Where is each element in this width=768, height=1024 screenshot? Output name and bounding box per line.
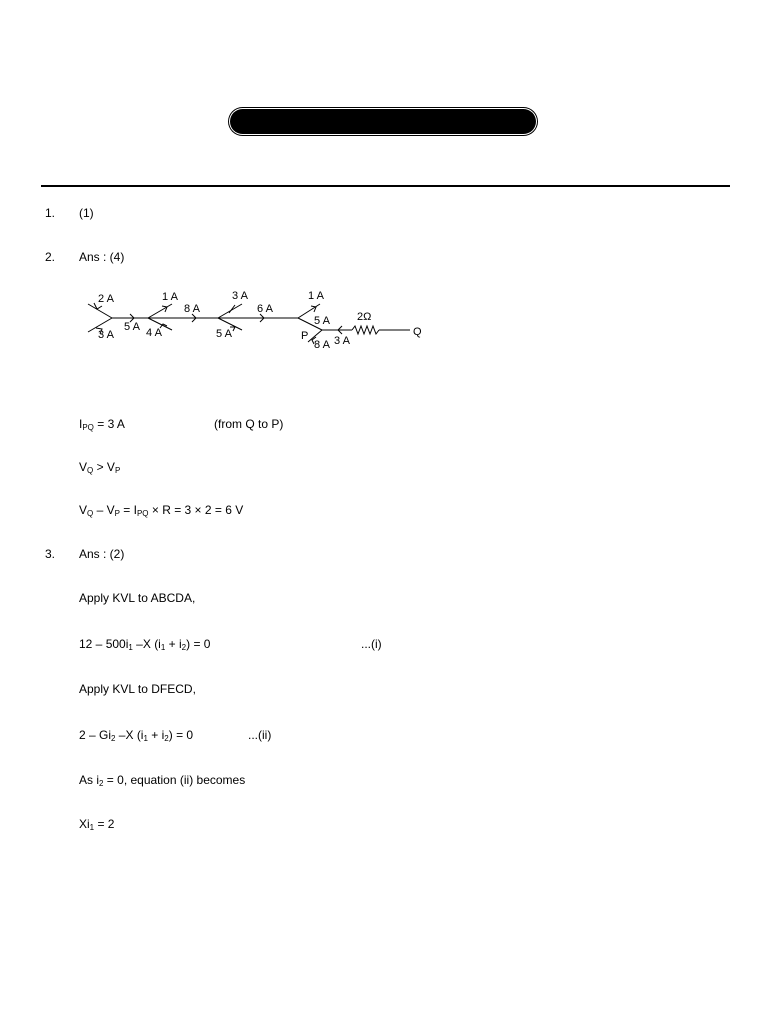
- q3-equation-2-tag: ...(ii): [248, 728, 272, 742]
- circuit-label: 1 A: [308, 290, 324, 302]
- q3-equation-1: $12 - 500i_1$ –X $(i_1 + i_2) = 0$: [79, 637, 211, 652]
- circuit-label: 2Ω: [357, 311, 372, 323]
- q3-equation-2: $2 - Gi_2$ –X $(i_1 + i_2) = 0$: [79, 728, 194, 743]
- header-banner: [230, 109, 536, 134]
- q2-line-voltage: $V_Q - V_P = I_{PQ} \times R = 3 \times 2 = 6$ V: [79, 503, 244, 518]
- circuit-label: 5 A: [314, 315, 330, 327]
- circuit-label: 6 A: [257, 303, 273, 315]
- header-rule: [41, 185, 730, 187]
- q1-number: 1.: [45, 206, 56, 220]
- circuit-label: 8 A: [314, 339, 330, 351]
- circuit-label: 5 A: [124, 321, 140, 333]
- circuit-label: P: [301, 330, 309, 342]
- q2-line-ipq: $I_{PQ} = 3$ A: [79, 417, 125, 432]
- q2-line-vq-vp: $V_Q > V_P$: [79, 460, 121, 475]
- q3-kvl-dfecd: Apply KVL to DFECD,: [79, 682, 196, 696]
- circuit-label: 5 A: [216, 328, 232, 340]
- circuit-label: Q: [413, 326, 422, 338]
- circuit-label: 3 A: [98, 329, 114, 341]
- circuit-label: 1 A: [162, 291, 178, 303]
- circuit-label: 3 A: [232, 290, 248, 302]
- q3-xi1: $Xi_1 = 2$: [79, 817, 115, 832]
- q2-line-ipq-note: (from Q to P): [214, 417, 284, 431]
- circuit-diagram: [80, 282, 430, 354]
- q3-as-i2: As $i_2 = 0$, equation (ii) becomes: [79, 773, 246, 788]
- circuit-label: 4 A: [146, 327, 162, 339]
- q3-number: 3.: [45, 547, 56, 561]
- q2-number: 2.: [45, 250, 56, 264]
- q3-kvl-abcda: Apply KVL to ABCDA,: [79, 591, 196, 605]
- circuit-label: 8 A: [184, 303, 200, 315]
- q3-answer: Ans : (2): [79, 547, 125, 561]
- q2-answer: Ans : (4): [79, 250, 125, 264]
- q1-answer: (1): [79, 206, 94, 220]
- circuit-label: 2 A: [98, 293, 114, 305]
- q3-equation-1-tag: ...(i): [361, 637, 382, 651]
- circuit-label: 3 A: [334, 335, 350, 347]
